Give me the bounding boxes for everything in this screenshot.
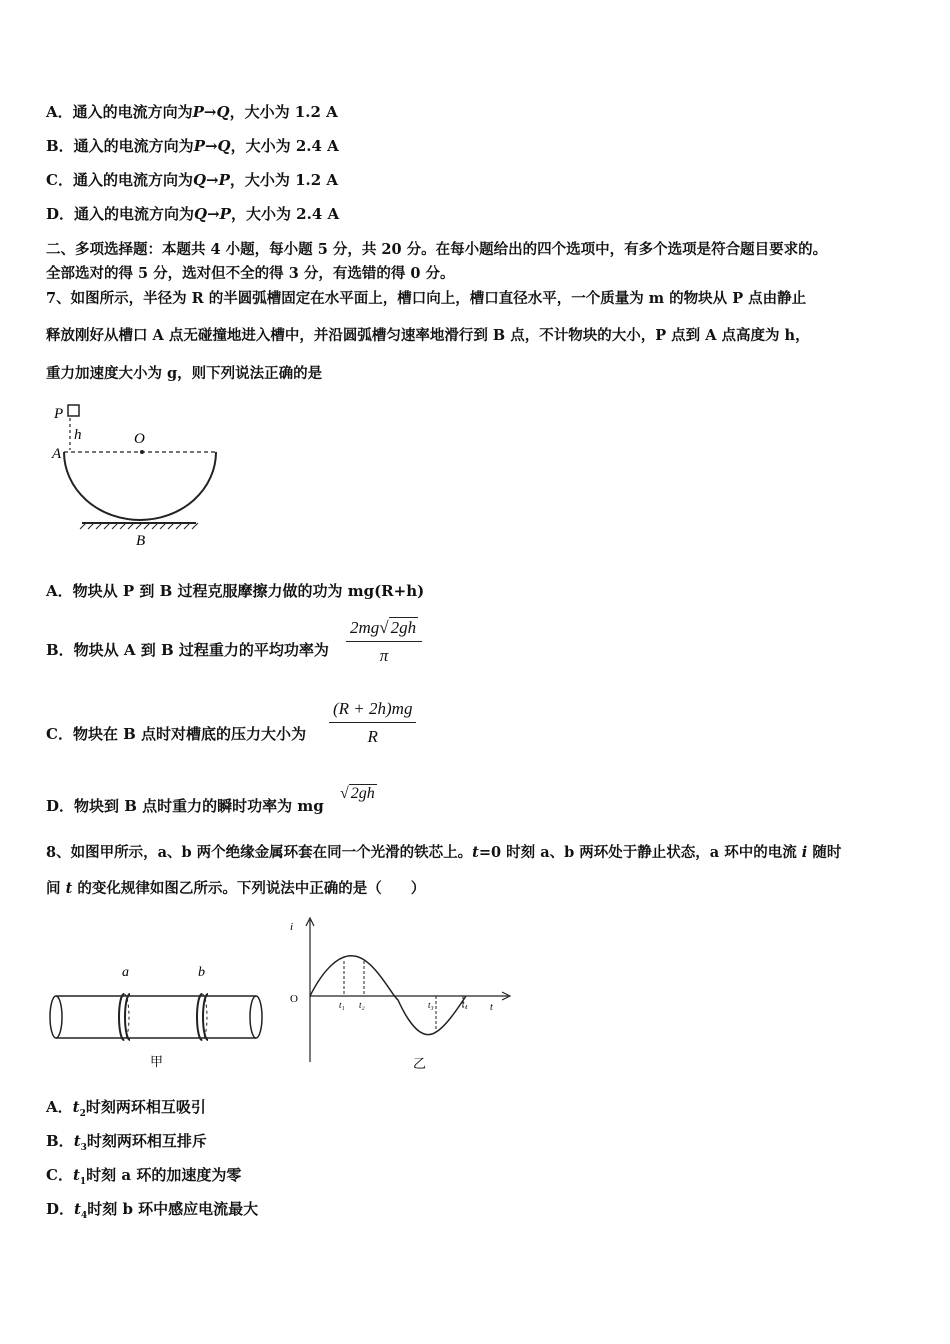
section2-scoring: 全部选对的得 5 分，选对但不全的得 3 分，有选错的得 0 分。 — [46, 265, 455, 282]
q6-option-b: B．通入的电流方向为P→Q，大小为 2.4 A — [46, 137, 339, 155]
q7-center-o — [140, 450, 144, 454]
q8-option-d: D．$t_4$时刻 b 环中感应电流最大 — [46, 1200, 259, 1221]
yi-label-t2: t₂ — [359, 1000, 365, 1010]
q8-option-c: C．$t_1$时刻 a 环的加速度为零 — [46, 1166, 242, 1187]
q7-label-a: A — [52, 446, 62, 462]
section2-heading: 二、多项选择题：本题共 4 小题，每小题 5 分，共 20 分。在每小题给出的四个选项中，有多个选项是符合题目要求的。 — [46, 241, 828, 258]
yi-label-i: i — [290, 921, 294, 933]
q7-option-b: B．物块从 A 到 B 过程重力的平均功率为 — [46, 641, 329, 659]
q6-option-d: D．通入的电流方向为Q→P，大小为 2.4 A — [46, 205, 340, 223]
q7-label-h: h — [74, 427, 82, 443]
yi-label-t4: t₄ — [462, 999, 468, 1009]
jia-caption: 甲 — [150, 1054, 164, 1069]
jia-label-a: a — [122, 965, 129, 980]
jia-label-b: b — [198, 965, 205, 980]
q7-label-b: B — [136, 533, 146, 549]
q7-option-b-fraction: $\frac{2mg√ 2gh}{\pi}$ — [346, 617, 422, 666]
q7-option-c-fraction: $\frac{(R + 2h)mg}{R}$ — [329, 699, 416, 747]
q7-stem-line3: 重力加速度大小为 g，则下列说法正确的是 — [46, 365, 323, 382]
q7-figure-semicircle — [46, 396, 236, 556]
q7-option-d-radical: √ 2gh — [340, 785, 375, 802]
q7-option-c: C．物块在 B 点时对槽底的压力大小为 — [46, 725, 307, 743]
q7-block-p — [68, 405, 79, 416]
q8-option-b: B．$t_3$时刻两环相互排斥 — [46, 1132, 207, 1153]
q8-option-a: A．$t_2$时刻两环相互吸引 — [46, 1098, 206, 1119]
q7-label-p: P — [54, 406, 64, 422]
jia-ring-a — [119, 994, 124, 1040]
q7-option-d: D．物块到 B 点时重力的瞬时功率为 mg — [46, 797, 324, 815]
jia-ring-b — [197, 994, 202, 1040]
jia-core-right-end — [250, 996, 262, 1038]
q7-arc — [64, 452, 216, 520]
q8-figure-yi — [282, 916, 514, 1076]
yi-label-origin: O — [290, 993, 298, 1005]
yi-caption: 乙 — [413, 1056, 427, 1071]
q6-option-c: C．通入的电流方向为Q→P，大小为 1.2 A — [46, 171, 339, 189]
q6-option-a: A．通入的电流方向为P→Q，大小为 1.2 A — [46, 103, 338, 121]
q8-stem-line1: 8、如图甲所示，a、b 两个绝缘金属环套在同一个光滑的铁芯上。t=0 时刻 a、b 两环处于静止状态，a 环中的电流 i 随时 — [46, 844, 842, 861]
q8-stem-line2: 间 t 的变化规律如图乙所示。下列说法中正确的是（ ） — [46, 880, 426, 897]
q7-stem-line1: 7、如图所示，半径为 R 的半圆弧槽固定在水平面上，槽口向上，槽口直径水平，一个质量为 m 的物块从 P 点由静止 — [46, 290, 807, 307]
yi-label-t3: t₃ — [428, 1000, 434, 1010]
q8-figure-jia — [44, 958, 274, 1073]
yi-label-t1: t₁ — [339, 1000, 345, 1010]
q7-label-o: O — [134, 431, 145, 447]
jia-core-left-end — [50, 996, 62, 1038]
yi-sine-curve — [310, 956, 466, 1035]
q7-option-a: A．物块从 P 到 B 过程克服摩擦力做的功为 mg(R+h) — [46, 582, 425, 600]
yi-label-t: t — [490, 1002, 493, 1013]
q7-stem-line2: 释放刚好从槽口 A 点无碰撞地进入槽中，并沿圆弧槽匀速率地滑行到 B 点，不计物块的大小，P 点到 A 点高度为 h， — [46, 327, 810, 344]
